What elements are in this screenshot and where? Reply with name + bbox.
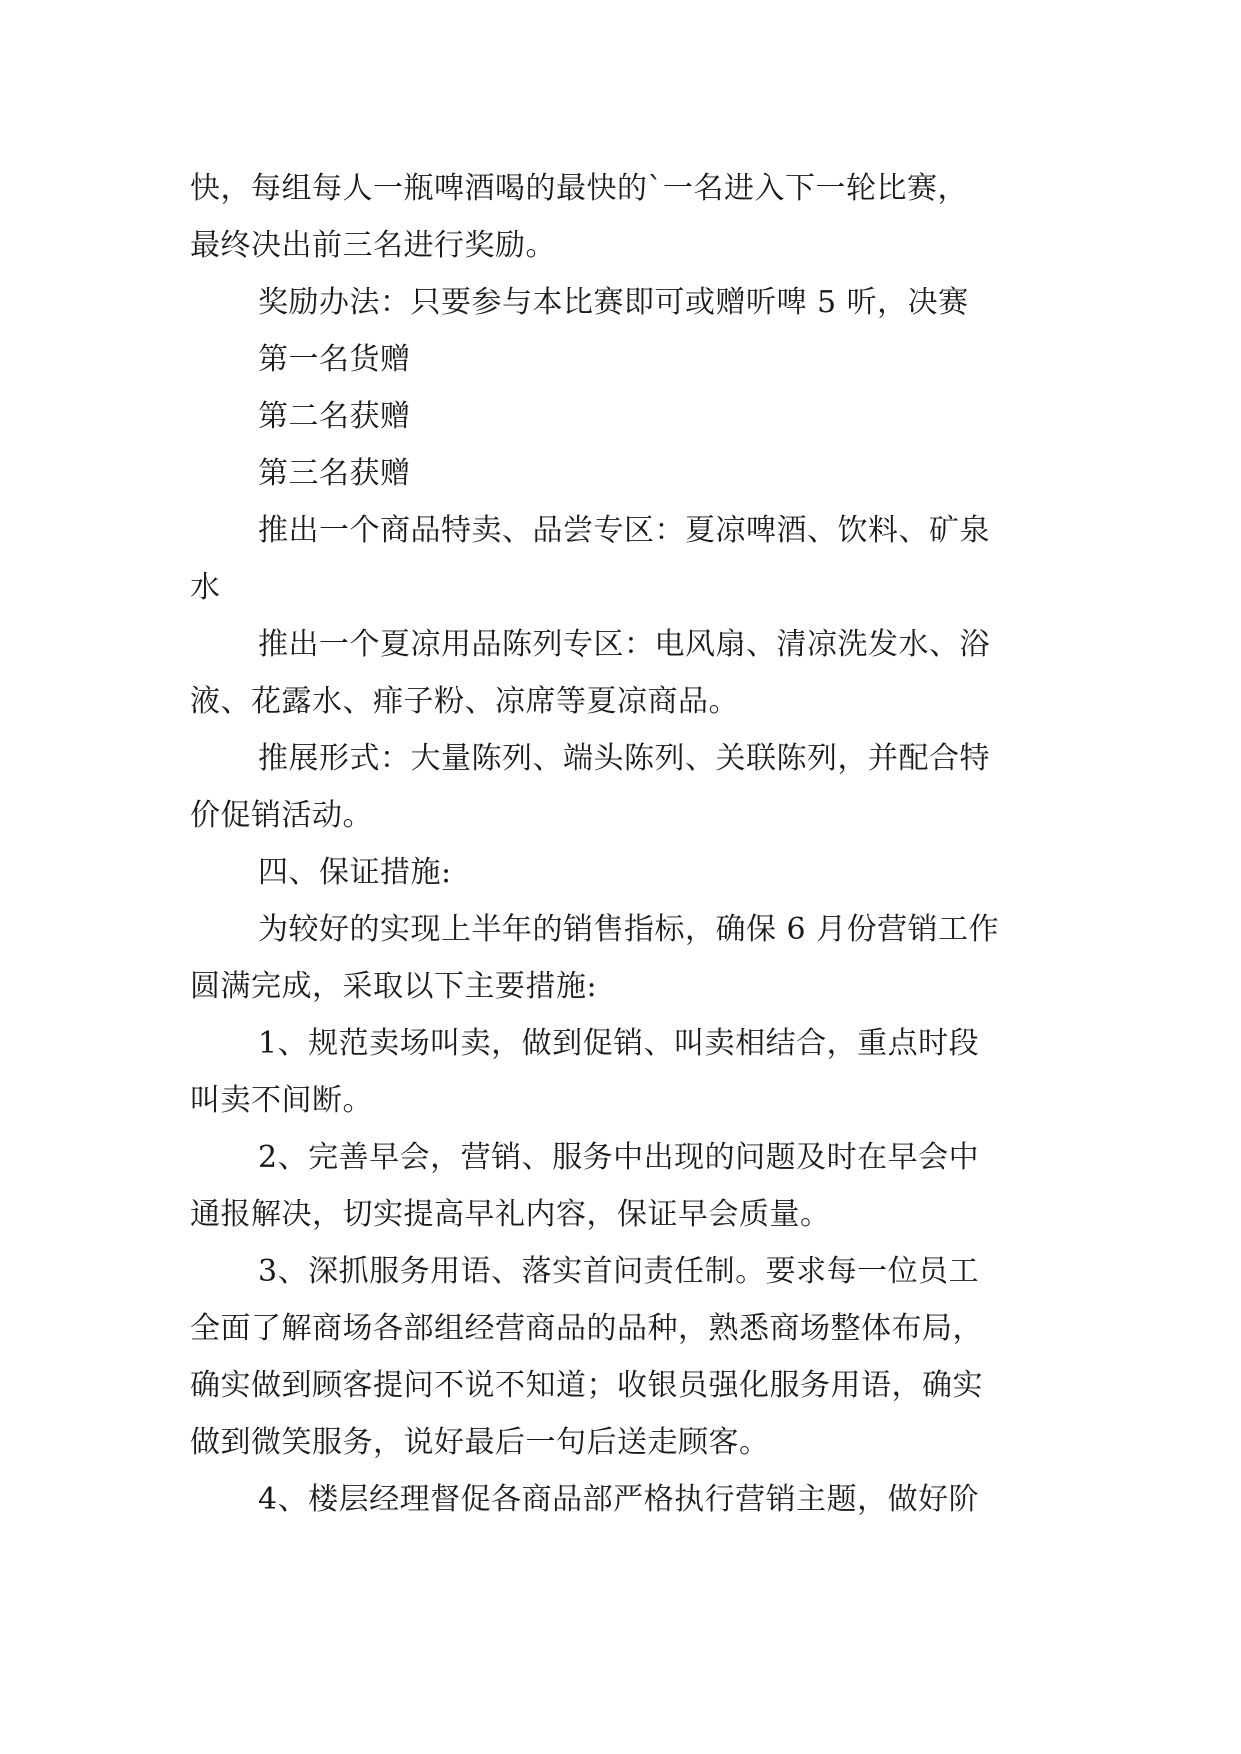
text-line: 液、花露水、痱子粉、凉席等夏凉商品。 (190, 684, 739, 719)
text-line: 通报解决，切实提高早礼内容，保证早会质量。 (190, 1197, 831, 1232)
text-line: 为较好的实现上半年的销售指标，确保 6 月份营销工作 (258, 912, 1000, 947)
text-line: 4、楼层经理督促各商品部严格执行营销主题，做好阶 (258, 1482, 980, 1517)
text-line: 最终决出前三名进行奖励。 (190, 228, 556, 263)
text-line: 第一名货赠 (258, 342, 411, 377)
text-line: 全面了解商场各部组经营商品的品种，熟悉商场整体布局， (190, 1311, 983, 1346)
text-line: 第二名获赠 (258, 399, 411, 434)
text-line: 推展形式：大量陈列、端头陈列、关联陈列，并配合特 (258, 741, 990, 776)
text-line: 水 (190, 570, 221, 605)
text-line: 1、规范卖场叫卖，做到促销、叫卖相结合，重点时段 (258, 1026, 980, 1061)
text-line: 奖励办法：只要参与本比赛即可或赠听啤 5 听，决赛 (258, 285, 969, 320)
text-line: 价促销活动。 (190, 798, 373, 833)
text-line: 四、保证措施: (258, 855, 452, 890)
text-line: 第三名获赠 (258, 456, 411, 491)
text-line: 圆满完成，采取以下主要措施: (190, 969, 598, 1004)
text-line: 做到微笑服务，说好最后一句后送走顾客。 (190, 1425, 770, 1460)
text-line: 3、深抓服务用语、落实首问责任制。要求每一位员工 (258, 1254, 980, 1289)
text-line: 叫卖不间断。 (190, 1083, 373, 1118)
text-line: 快，每组每人一瓶啤酒喝的最快的`一名进入下一轮比赛， (190, 171, 968, 206)
text-line: 推出一个商品特卖、品尝专区：夏凉啤酒、饮料、矿泉 (258, 513, 990, 548)
text-line: 推出一个夏凉用品陈列专区：电风扇、清凉洗发水、浴 (258, 627, 990, 662)
text-line: 确实做到顾客提问不说不知道；收银员强化服务用语，确实 (190, 1368, 983, 1403)
text-line: 2、完善早会，营销、服务中出现的问题及时在早会中 (258, 1140, 980, 1175)
